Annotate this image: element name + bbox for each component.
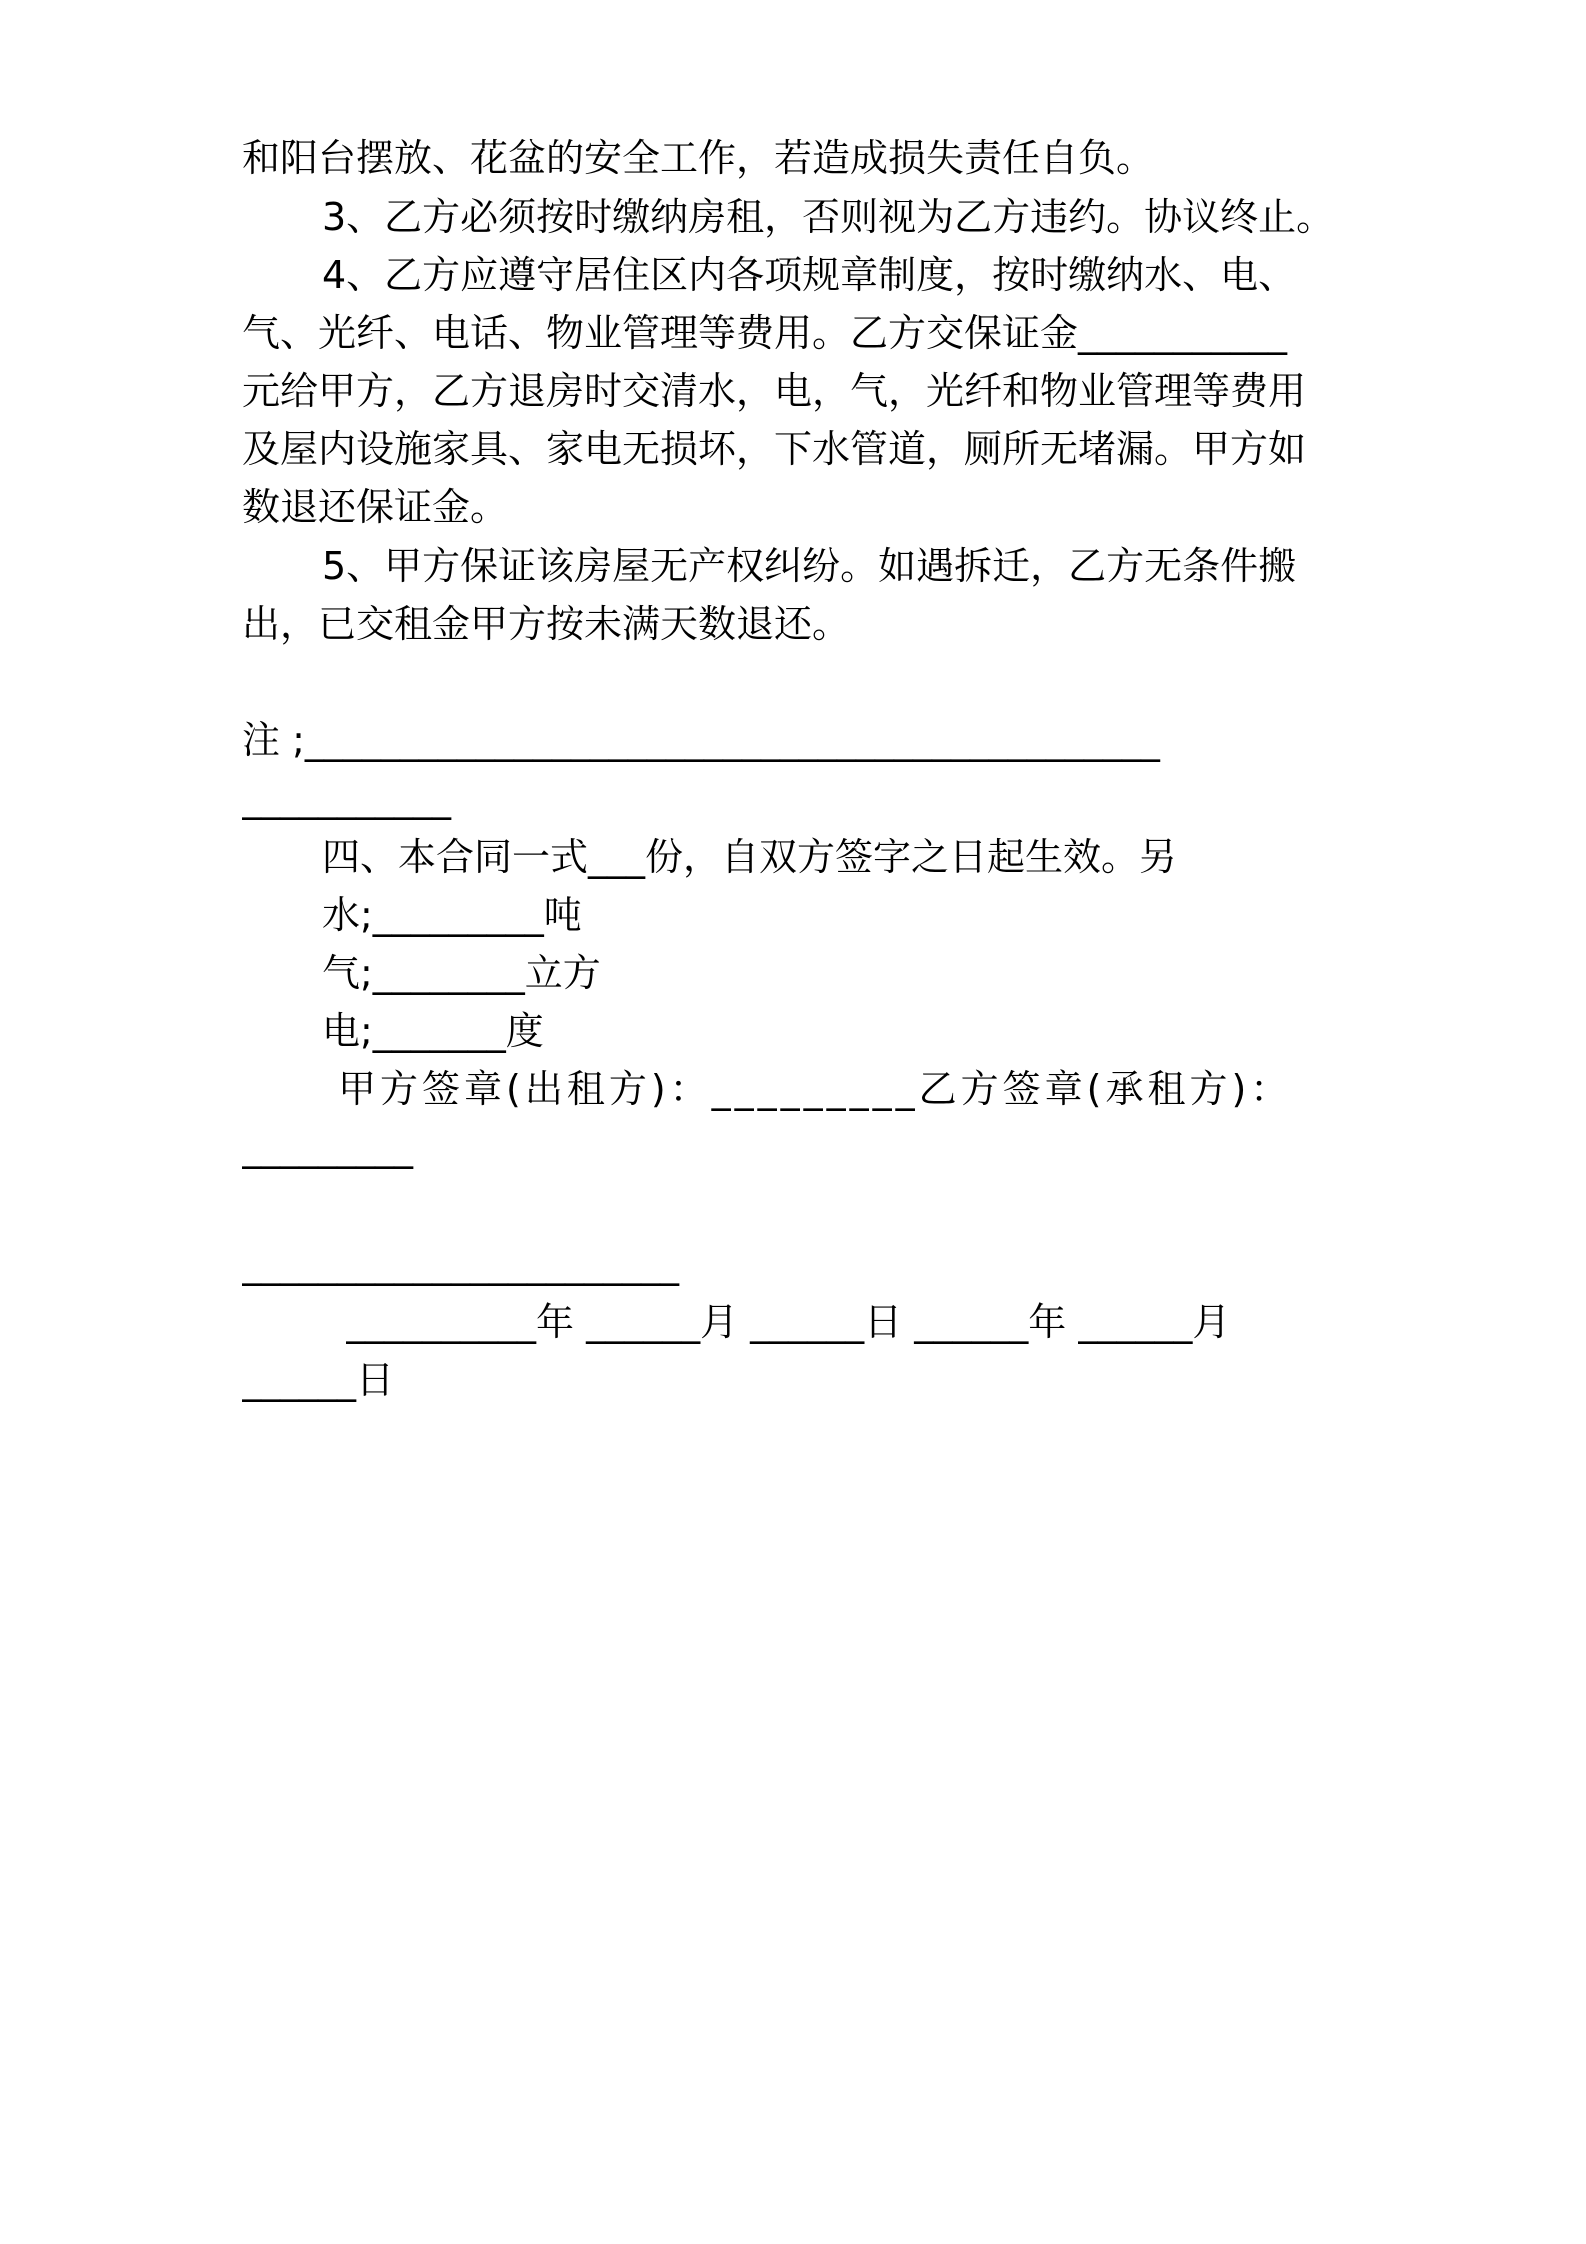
- paragraph-line: 出，已交租金甲方按未满天数退还。: [242, 602, 851, 646]
- water-meter: 水;_________吨: [322, 893, 582, 937]
- paragraph-line: 和阳台摆放、花盆的安全工作，若造成损失责任自负。: [242, 136, 1155, 180]
- gas-meter: 气;________立方: [322, 951, 601, 995]
- paragraph-line: 及屋内设施家具、家电无损坏，下水管道，厕所无堵漏。甲方如: [242, 427, 1307, 471]
- clause-5: 5、甲方保证该房屋无产权纠纷。如遇拆迁，乙方无条件搬: [322, 544, 1297, 588]
- paragraph-line: 气、光纤、电话、物业管理等费用。乙方交保证金___________: [242, 311, 1288, 355]
- clause-3: 3、乙方必须按时缴纳房租，否则视为乙方违约。协议终止。: [322, 195, 1335, 239]
- electricity-meter: 电;_______度: [322, 1009, 544, 1053]
- paragraph-line: 元给甲方，乙方退房时交清水，电，气，光纤和物业管理等费用: [242, 369, 1307, 413]
- remark-line: 注 ;_____________________________________________: [242, 718, 1160, 762]
- date-continuation: ______日: [242, 1358, 395, 1402]
- date-line: __________年 ______月 ______日 ______年 ______月: [346, 1300, 1231, 1344]
- remark-continuation: ___________: [242, 776, 451, 820]
- signature-continuation: _________: [242, 1125, 413, 1169]
- paragraph-line: 数退还保证金。: [242, 485, 509, 529]
- signature-line: 甲方签章(出租方)：_________乙方签章(承租方)：: [338, 1067, 1293, 1111]
- phone-continuation: _______________________: [242, 1242, 679, 1286]
- clause-4: 4、乙方应遵守居住区内各项规章制度，按时缴纳水、电、: [322, 253, 1297, 297]
- clause-four: 四、本合同一式___份，自双方签字之日起生效。另: [322, 835, 1178, 879]
